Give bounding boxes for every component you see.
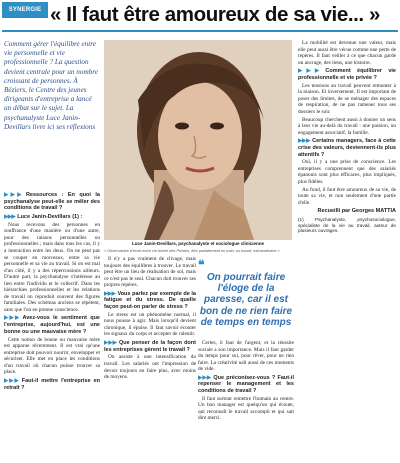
arrows-icon: ▶▶▶ [104,290,116,297]
intro-paragraph: Comment gérer l'équilibre entre vie personnelle et vie professionnelle ? La question devient centrale pour un nombre croissant de personnes. À Béziers, le Centre des jeunes dirigeants d'entreprise a lancé un débat sur le sujet. La psychanalyste Luce Janin-Devillars livre ici ses réflexions [4,40,98,131]
question [298,138,396,158]
question-text: Luce Janin-Devillars (1) : [17,214,83,221]
portrait-photo [104,40,292,240]
paragraph: Nous recevons des personnes en souffrance d'une manière ou d'une autre, pour des raisons personnelles ou professionnelles ; mais dans tous les cas, il y a interaction entre les deux. On ne peut pas se couper en morceaux, entre sa vie personnelle et sa vie au travail. Si on est mal d'un côté, il y a des répercussions ailleurs. D'autre part, la psychanalyse s'intéresse au lien entre l'individu et le collectif. Dans les hiérarchies professionnelles et les relations de travail on reproduit souvent des figures familiales. Des schémas anciens se répètent, sans que l'on en prenne conscience. [4,221,100,313]
question-text: Certains managers, face à cette crise des valeurs, deviennent-ils plus attentifs ? [298,138,396,158]
question [4,315,100,335]
question [104,291,196,311]
quote-mark-icon: ❝ [198,258,205,272]
paragraph: Certes, il faut de l'argent, et la réussite sociale a son importance. Mais il faut garder du temps pour soi, pour rêver, pour ne rien faire. La créativité naît aussi de ces moments de vide. [198,340,294,373]
section-tag: SYNERGIE [2,2,48,18]
paragraph: Cette notion de bonne ou mauvaise mère est apparue récemment. Il est vrai qu'une entreprise doit pouvoir nourrir, envelopper et sécuriser. Elle met en place les conditions d'un travail où chacun puisse trouver sa place. [4,336,100,376]
arrows-icon: ▶▶▶ [298,68,324,75]
question [298,68,396,81]
column-1 [4,190,100,462]
paragraph: Il n'y a pas vraiment de clivage, mais toujours des équilibres à trouver. Le travail peut être un lieu de réalisation de soi, mais ce n'est pas le seul. Chacun doit trouver ses propres repères. [104,256,196,289]
page-title: « Il faut être amoureux de sa vie... » [50,3,381,26]
arrows-icon: ▶▶▶ [298,138,311,145]
portrait-illustration [104,40,292,240]
question-text: Comment équilibrer vie professionnelle et vie privée ? [298,68,396,81]
arrows-icon: ▶▶▶ [4,377,20,384]
photo-caption: Luce Janin-Devillars, psychanalyste et sociologue clinicienne [131,241,265,246]
photo-credit: « Observatoire d'écart entre vie brisée des Pointes, être parfaitement en train, ou travail, extraordinaire » [104,249,280,253]
column-4 [298,40,396,462]
arrows-icon: ▶▶▶ [4,214,16,221]
paragraph: La mobilité est devenue une valeur, mais elle peut aussi être vécue comme une perte de repères. Il faut veiller à ce que chacun garde un ancrage, des liens, une histoire. [298,40,396,66]
question [104,340,196,353]
question [4,214,100,221]
intro-text [4,40,100,132]
paragraph: Le stress est un phénomène normal, il nous pousse à agir. Mais lorsqu'il devient chronique, il épuise. Il faut savoir écouter les signaux du corps et accepter de ralentir. [104,311,196,338]
paragraph: Les tensions au travail peuvent remonter à la maison. Et inversement. Il est important de poser des limites, de se ménager des espaces de respiration, de ne pas ramener tous ses dossiers le soir. [298,82,396,115]
author-bio: (1) Psychanalyste, psychosociologue, spécialiste de la vie au travail, auteur de plusieurs ouvrages. [298,216,396,234]
question [4,378,100,391]
column-2 [104,256,196,462]
paragraph: Il faut surtout remettre l'humain au centre. Un bon manager est quelqu'un qui écoute, qui reconnaît le travail accompli et qui sait dire merci. [198,395,294,422]
question-text: Que préconisez-vous ? Faut-il repenser le management et les conditions de travail ? [198,374,294,395]
question-text: Ressources : En quoi la psychanalyse peut-elle se mêler des conditions de travail ? [4,192,100,212]
header-rule [2,30,398,32]
arrows-icon: ▶▶▶ [4,192,24,198]
paragraph: Au fond, il faut être amoureux de sa vie, de toute sa vie, et non seulement d'une partie d'elle. [298,186,396,206]
arrows-icon: ▶▶▶ [104,340,117,347]
signature: Recueilli par Georges MATTIA [317,208,396,215]
arrows-icon: ▶▶▶ [4,315,21,322]
question-text: Que penser de la façon dont les entreprises gèrent le travail ? [104,340,196,353]
question [198,375,294,395]
paragraph: Oui, il y a une prise de conscience. Les entreprises comprennent que des salariés épanouis sont plus efficaces, plus impliqués, plus fidèles. [298,159,396,185]
column-3 [198,340,294,462]
arrows-icon: ▶▶▶ [198,374,212,381]
pull-quote [198,258,294,338]
question-text: Avez-vous le sentiment que l'entreprise, aujourd'hui, est une bonne ou une mauvaise mère ? [4,315,100,335]
question-text: Vous parlez par exemple de la fatigue et du stress. De quelle façon peut-on parler de stress ? [104,290,196,311]
question-text: Faut-il mettre l'entreprise en retrait ? [4,377,100,391]
question [4,192,100,212]
paragraph: On assiste à une intensification du travail. Les salariés ont l'impression de devoir toujours en faire plus, avec moins de moyens. [104,354,196,381]
paragraph: Beaucoup cherchent aussi à donner un sens à leur vie au-delà du travail : une passion, un engagement associatif, la famille. [298,116,396,136]
pull-quote-text: On pourrait faire l'éloge de la paresse, car il est bon de ne rien faire de temps en temps [199,272,293,328]
